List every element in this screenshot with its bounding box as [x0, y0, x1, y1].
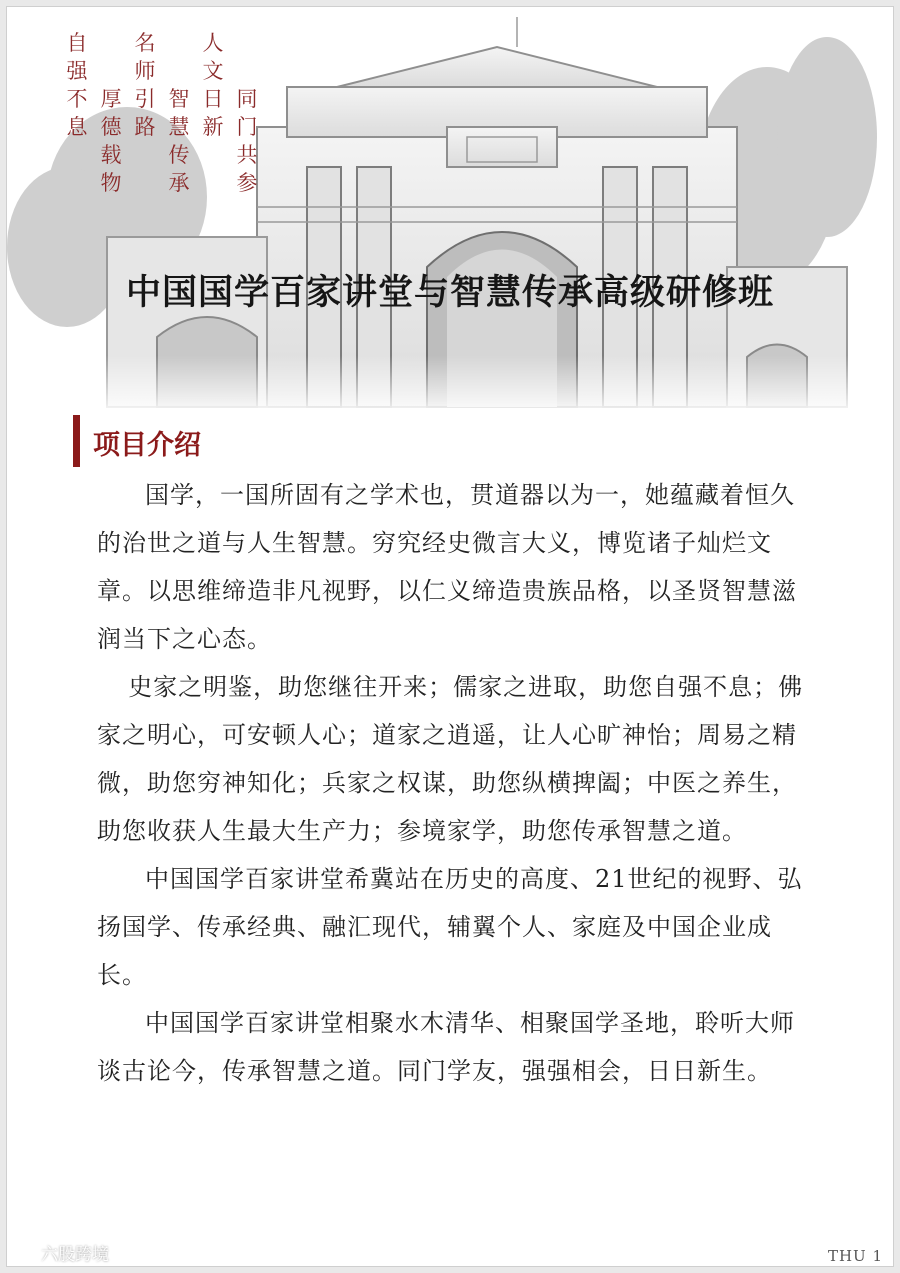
body-text [97, 471, 817, 1095]
logo-icon [7, 1242, 37, 1264]
section-accent-bar [73, 415, 80, 467]
paragraph: 国学，一国所固有之学术也，贯道器以为一，她蕴藏着恒久的治世之道与人生智慧。穷究经史微言大义，博览诸子灿烂文章。以思维缔造非凡视野，以仁义缔造贵族品格，以圣贤智慧滋润当下之心态。 [97, 481, 797, 653]
motto-column: 自强不息 [66, 31, 88, 139]
header-banner [7, 7, 893, 417]
page-number: THU 1 [827, 1247, 883, 1265]
watermark-text: 六股跨境 [41, 1245, 109, 1265]
document-page [6, 6, 894, 1267]
motto-column: 人文日新 [202, 31, 224, 139]
motto-column: 同门共参 [236, 87, 258, 195]
section-title: 项目介绍 [93, 430, 201, 461]
page-title: 中国国学百家讲堂与智慧传承高级研修班 [125, 273, 774, 313]
motto-column: 厚德载物 [100, 87, 122, 195]
paragraph: 史家之明鉴，助您继往开来；儒家之进取，助您自强不息；佛家之明心，可安顿人心；道家之逍遥，让人心旷神怡；周易之精微，助您穷神知化；兵家之权谋，助您纵横捭阖；中医之养生，助您收获人生最大生产力；参境家学，助您传承智慧之道。 [97, 673, 804, 845]
motto-column: 名师引路 [134, 31, 156, 139]
section-header [73, 415, 473, 467]
motto-column: 智慧传承 [168, 87, 190, 195]
paragraph: 中国国学百家讲堂相聚水木清华、相聚国学圣地，聆听大师谈古论今，传承智慧之道。同门学友，强强相会，日日新生。 [97, 1009, 795, 1085]
paragraph: 中国国学百家讲堂希冀站在历史的高度、21世纪的视野、弘扬国学、传承经典、融汇现代，辅翼个人、家庭及中国企业成长。 [97, 865, 803, 989]
watermark [7, 1240, 109, 1265]
